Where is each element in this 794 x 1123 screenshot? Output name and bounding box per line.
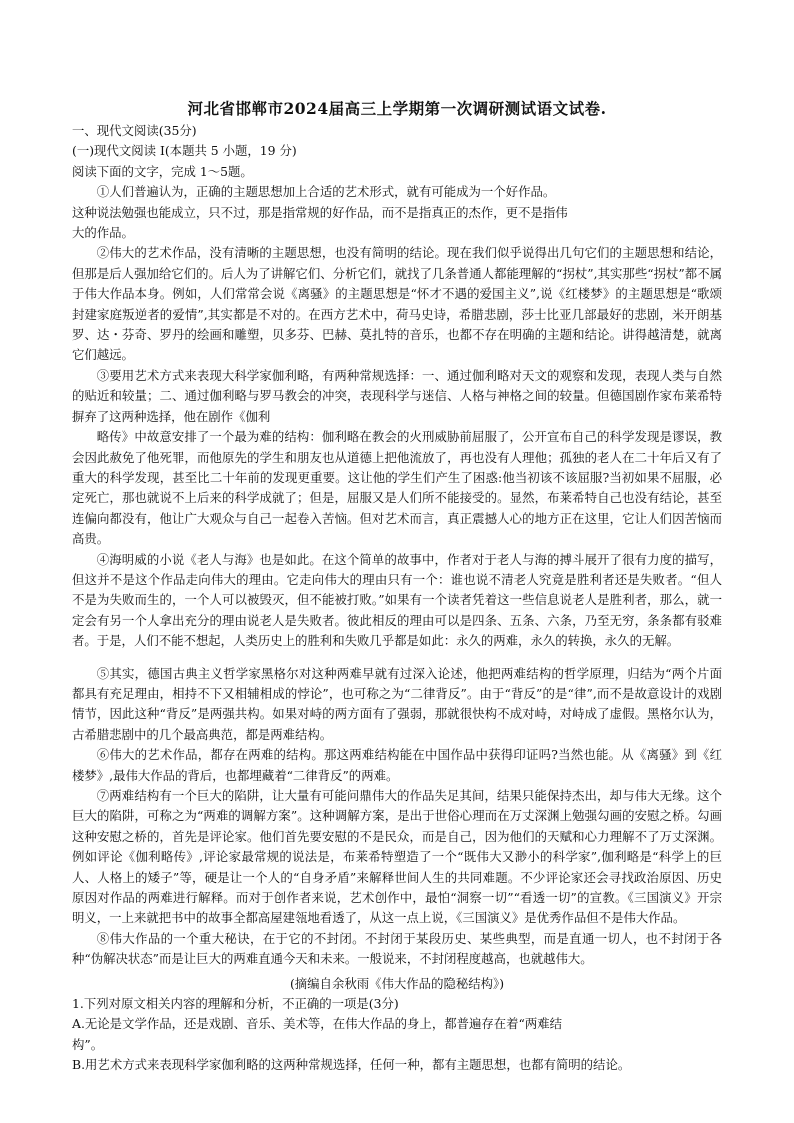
paragraph-7: ⑦两难结构有一个巨大的陷阱，让大量有可能问鼎伟大的作品失足其间，结果只能保持杰出，却与伟大无缘。这个巨大的陷阱，可称之为“两难的调解方案”。这种调解方案，是出于世俗心理而在万丈深渊上勉强勾画的安慰之桥。勾画这种安慰之桥的，首先是评论家。他们首先要安慰的不是民众，而是自己，因为他们的天赋和心力理解不了万丈深渊。例如评论《伽利略传》,评论家最常规的说法是，布莱希特塑造了一个“既伟大又渺小的科学家”,伽利略是“科学上的巨人、人格上的矮子”等，硬是让一个人的“自身矛盾”来解释世间人生的共同难题。不少评论家还会寻找政治原因、历史原因对作品的两难进行解释。而对于创作者来说，艺术创作中，最怕“洞察一切”“看透一切”的宣教。《三国演义》开宗明义，一上来就把书中的故事全都高屋建瓴地看透了，从这一点上说，《三国演义》是优秀作品但不是伟大作品。 — [72, 788, 722, 926]
source-citation: (摘编自余秋雨《伟大作品的隐秘结构》) — [289, 975, 505, 991]
paragraph-3-part-1: ③要用艺术方式来表现大科学家伽利略，有两种常规选择：一、通过伽利略对天文的观察和发现，表现人类与自然的贴近和较量；二、通过伽利略与罗马教会的冲突，表现科学与迷信、人格与神格之间的较量。但德国剧作家布莱希特摒弃了这两种选择，他在剧作《伽利 — [72, 367, 722, 424]
paragraph-6: ⑥伟大的艺术作品，都存在两难的结构。那这两难结构能在中国作品中获得印证吗?当然也能。从《离骚》到《红楼梦》,最伟大作品的背后，也都埋藏着“二律背反”的两难。 — [72, 747, 722, 783]
question-1-stem: 1.下列对原文相关内容的理解和分析，不正确的一项是(3分) — [72, 996, 399, 1012]
paragraph-5: ⑤其实，德国古典主义哲学家黑格尔对这种两难早就有过深入论述，他把两难结构的哲学原理，归结为“两个片面都具有充足理由，相持不下又相辅相成的悖论”，也可称之为“二律背反”。由于“背反”的是“律”,而不是故意设计的戏剧情节，因此这种“背反”是两强共构。如果对峙的两方面有了强弱，那就很快构不成对峙，对峙成了虚假。黑格尔认为，古希腊悲剧中的几个最高典范，都是两难结构。 — [72, 665, 722, 742]
paragraph-8: ⑧伟大作品的一个重大秘诀，在于它的不封闭。不封闭于某段历史、某些典型，而是直通一切人，也不封闭于各种“伪解决状态”而是让巨大的两难直通今天和未来。一般说来，不封闭程度越高，也就越伟大。 — [72, 930, 722, 967]
document-page — [72, 98, 722, 1076]
paragraph-1-line-1: ①人们普遍认为，正确的主题思想加上合适的艺术形式，就有可能成为一个好作品。 — [96, 184, 556, 200]
page-title: 河北省邯郸市2024届高三上学期第一次调研测试语文试卷. — [187, 99, 607, 118]
paragraph-1-line-3: 大的作品。 — [72, 225, 134, 241]
question-1-option-a-line-1: A.无论是文学作品，还是戏剧、音乐、美术等，在伟大作品的身上，都普遍存在着“两难结 — [72, 1016, 563, 1032]
paragraph-gap — [72, 652, 722, 664]
section-heading: 一、现代文阅读(35分) — [72, 123, 197, 138]
section-subheading: (一)现代文阅读 I(本题共 5 小题，19 分) — [72, 143, 297, 159]
paragraph-1-line-2: 这种说法勉强也能成立，只不过，那是指常规的好作品，而不是指真正的杰作，更不是指伟 — [72, 204, 568, 220]
paragraph-4: ④海明威的小说《老人与海》也是如此。在这个简单的故事中，作者对于老人与海的搏斗展开了很有力度的描写，但这并不是这个作品走向伟大的理由。它走向伟大的理由只有一个：谁也说不清老人究竟是胜利者还是失败者。“但人不是为失败而生的，一个人可以被毁灭，但不能被打败。”如果有一个读者凭着这一些信息说老人是胜利者，那么，就一定会有另一个人拿出充分的理由说老人是失败者。彼此相反的理由可以是四条、五条、六条，乃至无穷，条条都有驳难者。于是，人们不能不想起，人类历史上的胜利和失败几乎都是如此：永久的两难，永久的转换，永久的无解。 — [72, 551, 722, 649]
question-1-option-a-line-2: 构”。 — [72, 1036, 104, 1052]
question-1-option-b: B.用艺术方式来表现科学家伽利略的这两种常规选择，任何一种，都有主题思想，也都有简明的结论。 — [72, 1057, 631, 1073]
paragraph-2: ②伟大的艺术作品，没有清晰的主题思想，也没有简明的结论。现在我们似乎说得出几句它们的主题思想和结论，但那是后人强加给它们的。后人为了讲解它们、分析它们，就找了几条普通人都能理解的“拐杖”,其实那些“拐杖”都不属于伟大作品本身。例如，人们常常会说《离骚》的主题思想是“怀才不遇的爱国主义”,说《红楼梦》的主题思想是“歌颂封建家庭叛逆者的爱情”,其实都是不对的。在西方艺术中，荷马史诗，希腊悲剧，莎士比亚几部最好的悲剧，米开朗基罗、达・芬奇、罗丹的绘画和雕塑，贝多芬、巴赫、莫扎特的音乐，也都不存在明确的主题和结论。讲得越清楚，就离它们越远。 — [72, 245, 722, 363]
reading-instruction: 阅读下面的文字，完成 1～5题。 — [72, 163, 253, 179]
paragraph-3-part-2: 略传》中故意安排了一个最为难的结构：伽利略在教会的火刑威胁前屈服了，公开宣布自己的科学发现是谬误，教会因此赦免了他死罪，而他原先的学生和朋友也从道德上把他流放了，再也没有人理他；孤独的老人在二十年后又有了重大的科学发现，甚至比二十年前的发现更重要。这让他的学生们产生了困惑:他当初该不该屈服?当初如果不屈服，必定死亡，那也就说不上后来的科学成就了；但是，屈服又是人们所不能接受的。显然，布莱希特自己也没有结论，甚至连偏向都没有，他让广大观众与自己一起卷入苦恼。但对艺术而言，真正震撼人心的地方正在这里，它让人们因苦恼而高贵。 — [72, 429, 722, 547]
